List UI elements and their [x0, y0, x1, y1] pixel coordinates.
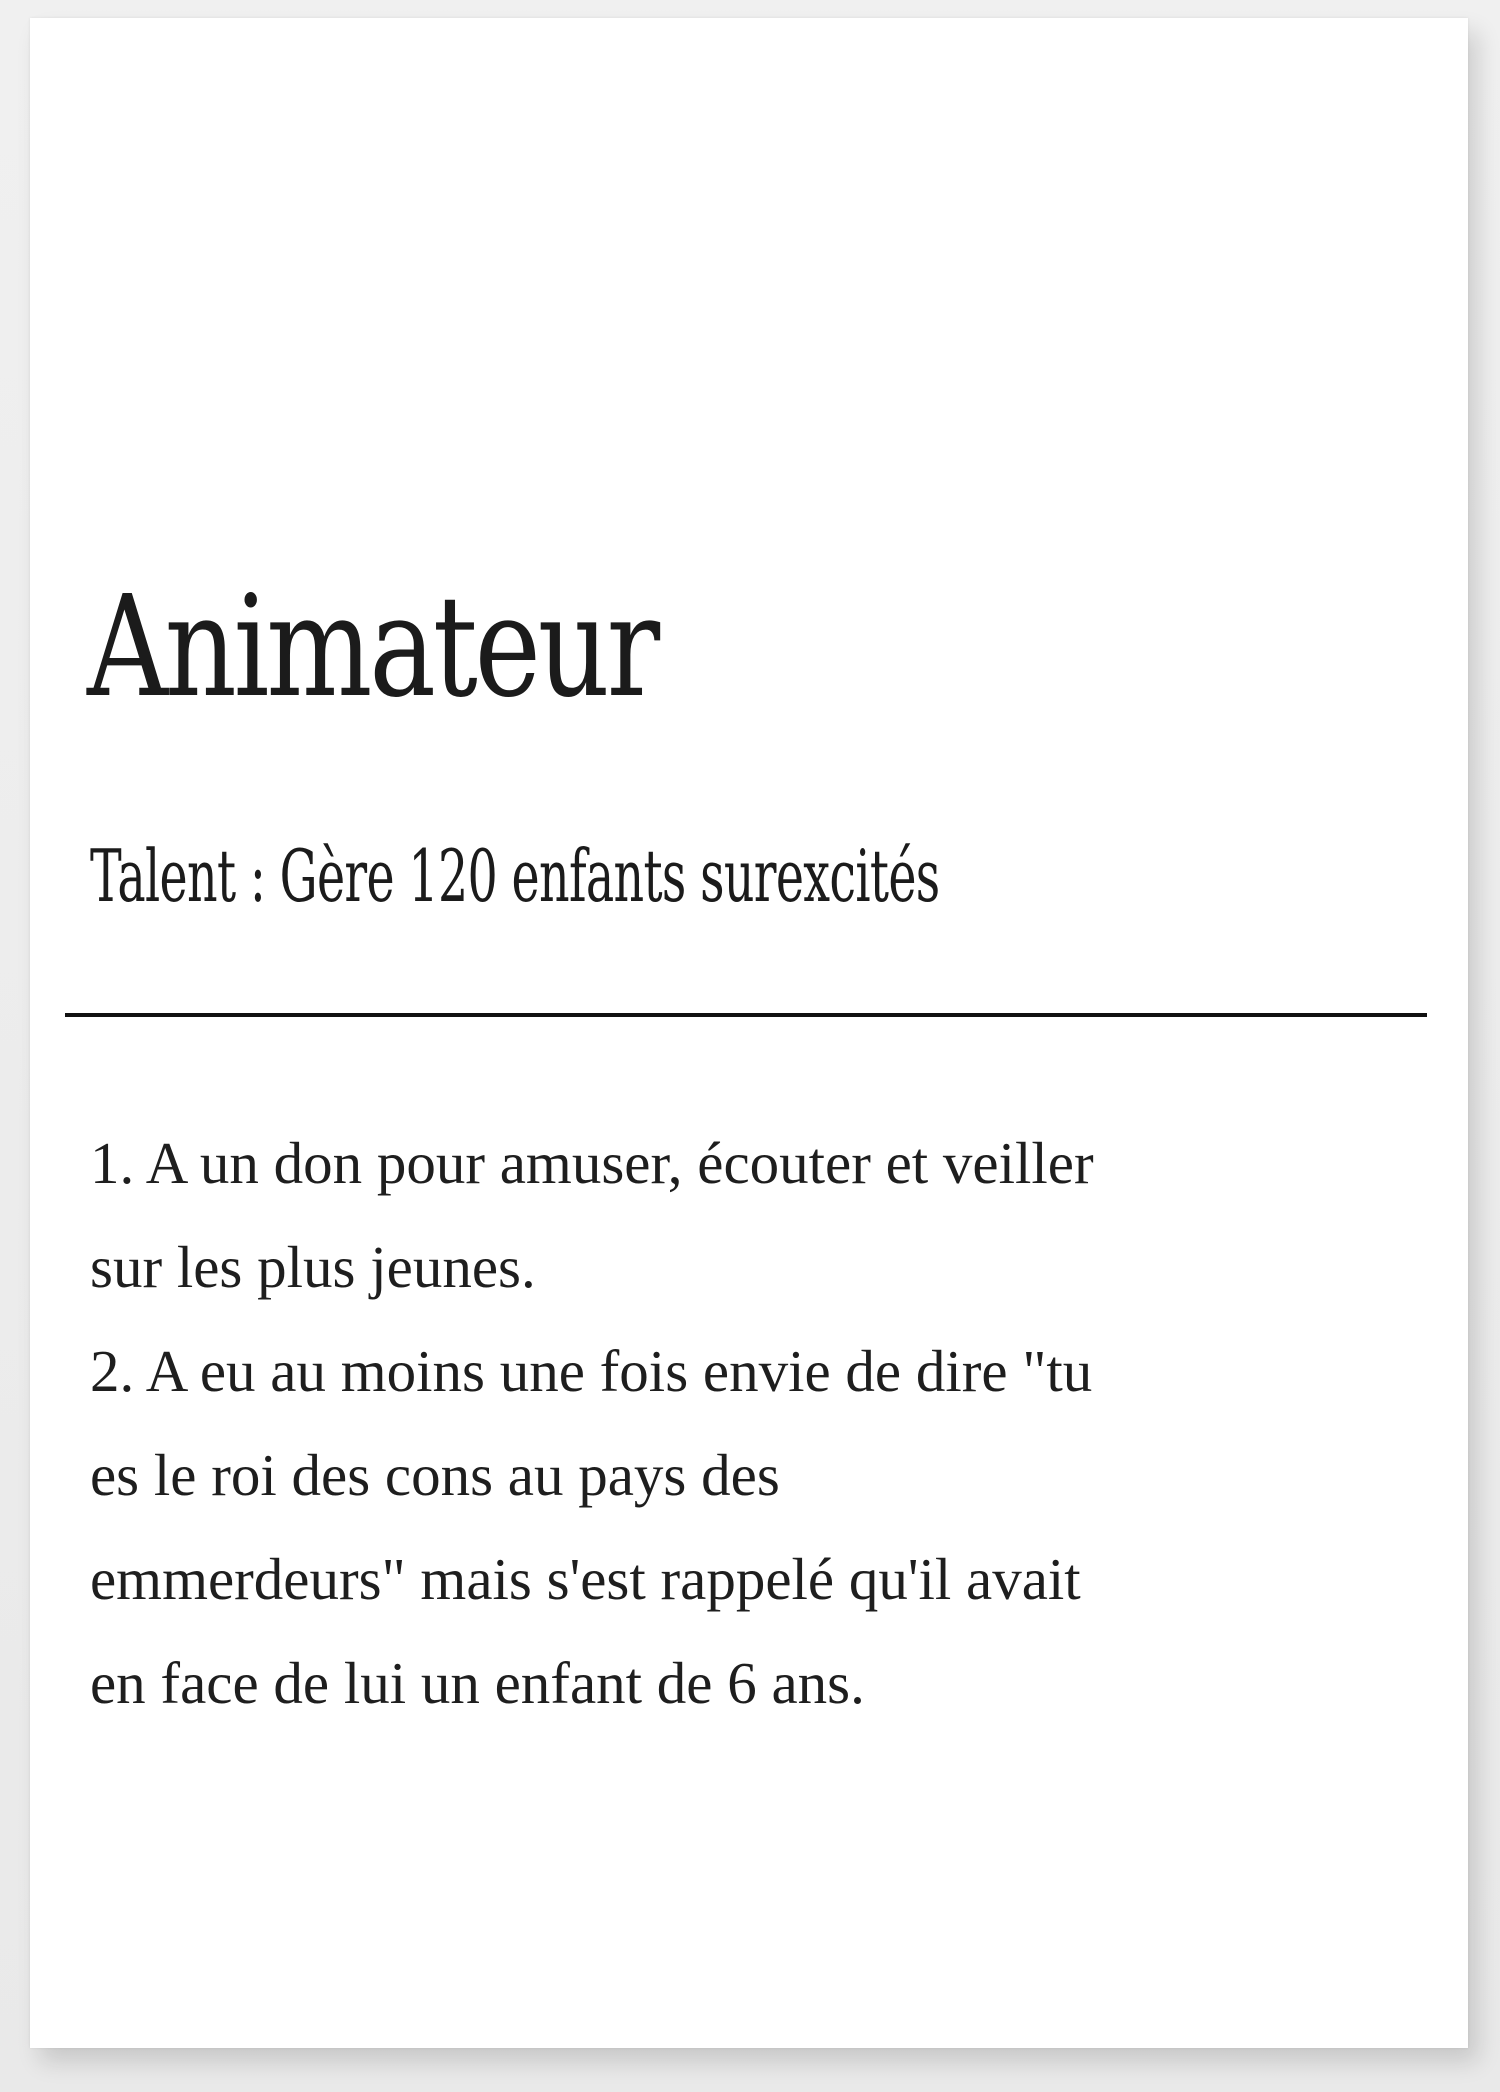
definition-title: Animateur [87, 566, 657, 729]
definition-item-2 [90, 1319, 1430, 1735]
definition-line: en face de lui un enfant de 6 ans. [90, 1650, 865, 1716]
definition-line: es le roi des cons au pays des [90, 1442, 780, 1508]
definition-line: 2. A eu au moins une fois envie de dire "tu [90, 1338, 1093, 1404]
definition-line: sur les plus jeunes. [90, 1234, 536, 1300]
definition-item-1 [90, 1111, 1430, 1319]
definition-line: emmerdeurs" mais s'est rappelé qu'il avait [90, 1546, 1081, 1612]
definition-subtitle: Talent : Gère 120 enfants surexcités [90, 834, 940, 918]
definition-line: 1. A un don pour amuser, écouter et veiller [90, 1130, 1094, 1196]
poster-sheet [30, 18, 1468, 2048]
definition-list [90, 1111, 1430, 1735]
divider-rule [65, 1013, 1427, 1017]
